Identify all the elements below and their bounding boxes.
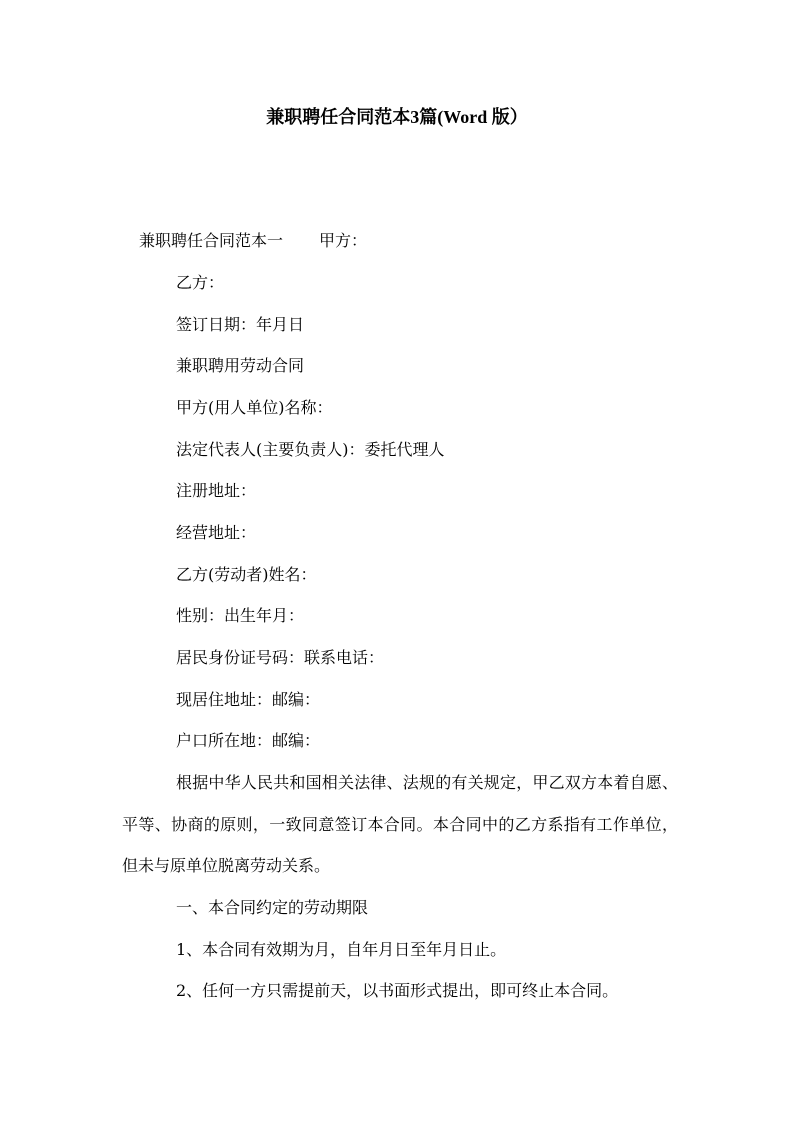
- sign-date-line: 签订日期：年月日: [176, 315, 305, 334]
- current-address-line: 现居住地址：邮编：: [176, 690, 321, 709]
- business-address-line: 经营地址：: [176, 523, 257, 542]
- clause-2: 2、任何一方只需提前天，以书面形式提出，即可终止本合同。: [176, 981, 619, 1000]
- id-phone-line: 居民身份证号码：联系电话：: [176, 648, 385, 667]
- hukou-line: 户口所在地：邮编：: [176, 731, 321, 750]
- contract-subtitle: 兼职聘任合同范本一: [139, 231, 284, 250]
- legal-representative-line: 法定代表人(主要负责人)：委托代理人: [176, 440, 445, 459]
- worker-name-line: 乙方(劳动者)姓名：: [176, 565, 317, 584]
- preamble-paragraph: 根据中华人民共和国相关法律、法规的有关规定，甲乙双方本着自愿、平等、协商的原则，一致同意签订本合同。本合同中的乙方系指有工作单位，但未与原单位脱离劳动关系。: [122, 773, 678, 875]
- employer-name-line: 甲方(用人单位)名称：: [176, 398, 333, 417]
- clause-1: 1、本合同有效期为月，自年月日至年月日止。: [176, 940, 507, 959]
- party-b-label: 乙方：: [176, 273, 225, 292]
- section-1-title: 一、本合同约定的劳动期限: [176, 898, 369, 917]
- gender-birth-line: 性别：出生年月：: [176, 606, 305, 625]
- party-a-label: 甲方：: [319, 231, 368, 250]
- page-title: 兼职聘任合同范本3篇(Word 版）: [266, 107, 528, 127]
- contract-heading-line: [139, 229, 367, 253]
- registered-address-line: 注册地址：: [176, 481, 257, 500]
- contract-name: 兼职聘用劳动合同: [176, 356, 305, 375]
